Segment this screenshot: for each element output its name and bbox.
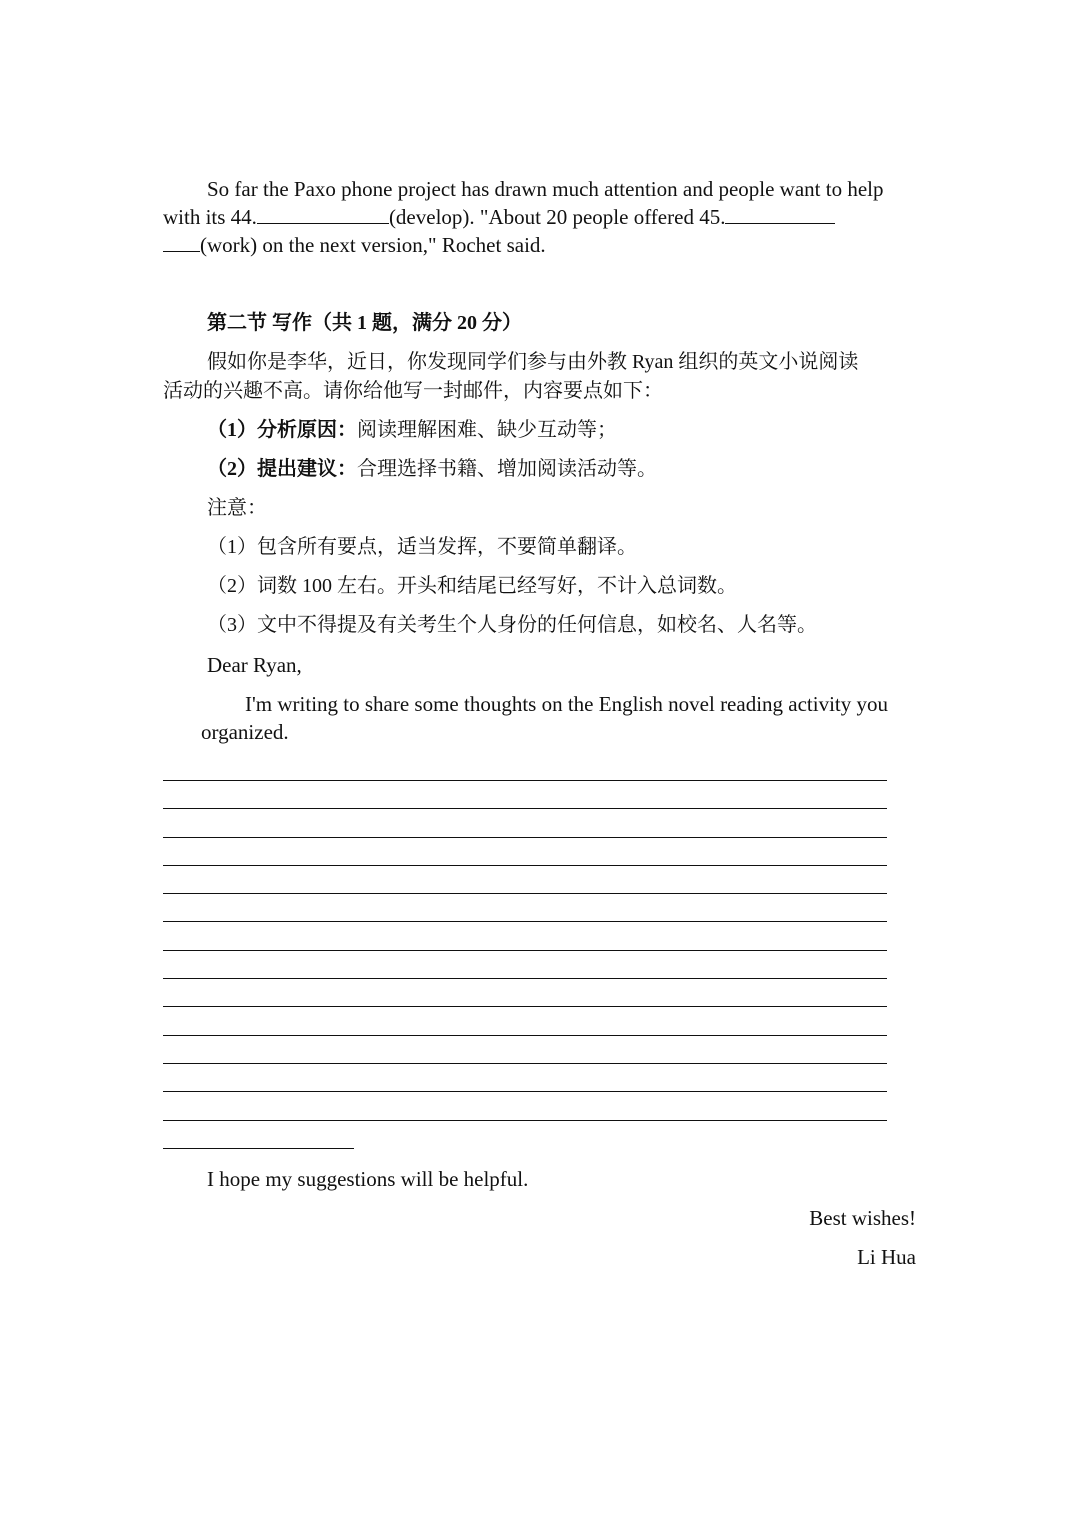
letter-opening-line-1: I'm writing to share some thoughts on the English novel reading activity you: [245, 692, 889, 716]
letter-signature: Li Hua: [857, 1245, 916, 1269]
writing-line[interactable]: [163, 1120, 887, 1121]
point-2: （2）提出建议：合理选择书籍、增加阅读活动等。: [207, 458, 657, 480]
note-2: （2）词数 100 左右。开头和结尾已经写好，不计入总词数。: [207, 575, 737, 597]
writing-line[interactable]: [163, 950, 887, 951]
writing-line[interactable]: [163, 921, 887, 922]
blank-45-part1[interactable]: [725, 203, 835, 224]
writing-line[interactable]: [163, 978, 887, 979]
blank-44[interactable]: [257, 203, 389, 224]
writing-line[interactable]: [163, 1091, 887, 1092]
letter-opening-line-2: organized.: [201, 720, 289, 744]
blank-45-part2[interactable]: [163, 231, 200, 252]
section-heading: 第二节 写作（共 1 题，满分 20 分）: [207, 312, 522, 334]
letter-closing-sentence: I hope my suggestions will be helpful.: [207, 1167, 529, 1191]
writing-line[interactable]: [163, 837, 887, 838]
note-1: （1）包含所有要点，适当发挥，不要简单翻译。: [207, 536, 637, 558]
passage-line-2: with its 44. (develop). "About 20 people offered 45.: [163, 203, 835, 231]
letter-salutation: Dear Ryan,: [207, 653, 302, 677]
writing-line[interactable]: [163, 865, 887, 866]
letter-sign-off: Best wishes!: [809, 1206, 916, 1230]
writing-line[interactable]: [163, 1006, 887, 1007]
writing-line[interactable]: [163, 893, 887, 894]
writing-line[interactable]: [163, 780, 887, 781]
passage-line-3: (work) on the next version," Rochet said.: [163, 231, 546, 259]
writing-line[interactable]: [163, 1063, 887, 1064]
note-3: （3）文中不得提及有关考生个人身份的任何信息，如校名、人名等。: [207, 614, 817, 636]
prompt-line-1: 假如你是李华，近日，你发现同学们参与由外教 Ryan 组织的英文小说阅读: [207, 351, 859, 373]
writing-line[interactable]: [163, 808, 887, 809]
writing-line-short[interactable]: [163, 1148, 354, 1149]
point-1: （1）分析原因：阅读理解困难、缺少互动等；: [207, 419, 617, 441]
note-label: 注意：: [207, 497, 267, 519]
writing-line[interactable]: [163, 1035, 887, 1036]
passage-line-1: So far the Paxo phone project has drawn much attention and people want to help: [207, 177, 884, 201]
prompt-line-2: 活动的兴趣不高。请你给他写一封邮件，内容要点如下：: [163, 380, 663, 402]
